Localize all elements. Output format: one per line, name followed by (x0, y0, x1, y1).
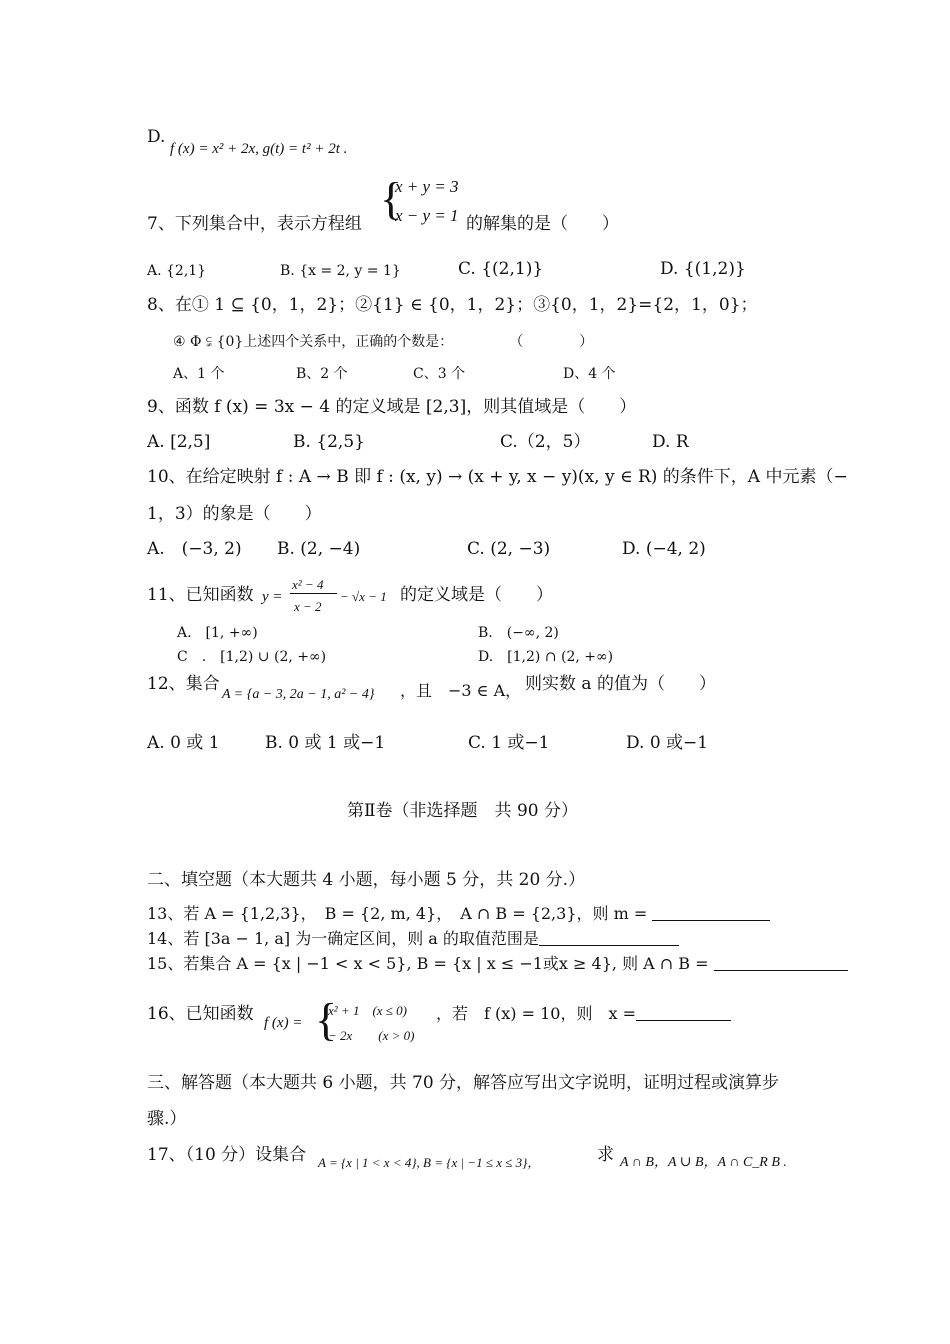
q9-option-a: A. [2,5] (147, 432, 211, 452)
q12-option-c: C. 1 或−1 (468, 733, 550, 753)
q12-stem: 12、集合 (147, 674, 220, 694)
q8-option-b: B、2 个 (296, 366, 348, 382)
q16-condition: ，若 f (x) = 10，则 x = (436, 1003, 731, 1025)
q8-option-c: C、3 个 (413, 366, 466, 382)
q7-stem: 7、下列集合中，表示方程组 (147, 214, 362, 234)
q9-option-d: D. R (652, 432, 689, 452)
q12-option-b: B. 0 或 1 或−1 (265, 733, 386, 753)
q17-stem: 17、（10 分）设集合 (147, 1145, 307, 1165)
q15-answer-blank[interactable] (714, 954, 848, 971)
q9-stem: 9、函数 f (x) = 3x − 4 的定义域是 [2,3]，则其值域是（ ） (147, 397, 637, 417)
q11-option-c: C . [1,2) ∪ (2, +∞) (177, 649, 327, 665)
q13: 13、若 A = {1,2,3}， B = {2, m, 4}， A ∩ B = {2,3}，则 m = (147, 903, 770, 925)
q7-equation-1: x + y = 3 (395, 177, 459, 196)
q14: 14、若 [3a − 1, a] 为一确定区间，则 a 的取值范围是 (147, 928, 679, 950)
q13-answer-blank[interactable] (652, 904, 770, 921)
q7-option-d: D. {(1,2)} (660, 259, 746, 279)
section-title: 第Ⅱ卷（非选择题 共 90 分） (347, 801, 578, 821)
q14-answer-blank[interactable] (539, 929, 679, 946)
q12-set: A = {a − 3, 2a − 1, a² − 4} (222, 687, 375, 702)
q11-numerator: x² − 4 (292, 577, 324, 592)
q7-option-c: C. {(2,1)} (458, 259, 544, 279)
fraction-bar (290, 593, 337, 594)
q7-option-a: A. {2,1} (147, 263, 207, 279)
q10-option-c: C. (2, −3) (467, 539, 551, 559)
q6-option-d-formula: f (x) = x² + 2x, g(t) = t² + 2t . (170, 141, 348, 157)
q11-denominator: x − 2 (294, 599, 322, 614)
part3-heading-line-2: 骤.） (147, 1109, 187, 1129)
q12-option-a: A. 0 或 1 (147, 733, 220, 753)
q16-answer-blank[interactable] (636, 1004, 731, 1021)
q7-stem-after: 的解集的是（ ） (466, 214, 619, 234)
q17-sets: A = {x | 1 < x < 4}, B = {x | −1 ≤ x ≤ 3}， (318, 1155, 541, 1170)
q15: 15、若集合 A = {x | −1 < x < 5}, B = {x | x ≤ −1或x ≥ 4}, 则 A ∩ B = (147, 953, 848, 975)
q7-equation-2: x − y = 1 (395, 206, 459, 225)
q7-option-b: B. {x = 2, y = 1} (280, 263, 401, 279)
q17-targets: A ∩ B，A ∪ B，A ∩ C_R B . (620, 1155, 787, 1170)
q10-option-d: D. (−4, 2) (622, 539, 706, 559)
q11-stem: 11、已知函数 (147, 585, 254, 605)
q12-tail: 则实数 a 的值为（ ） (525, 674, 716, 694)
part3-heading-line-1: 三、解答题（本大题共 6 小题，共 70 分，解答应写出文字说明，证明过程或演算步 (147, 1073, 780, 1093)
q11-sqrt-term: − √x − 1 (340, 589, 387, 604)
system-brace: { (380, 173, 403, 224)
q16-case-2: − 2x (x > 0) (328, 1028, 415, 1043)
piecewise-brace: { (315, 994, 338, 1045)
q17-ask: 求 (597, 1145, 614, 1165)
q10-line-2: 1，3）的象是（ ） (147, 504, 322, 524)
q9-option-c: C.（2，5） (500, 432, 591, 452)
q16-stem: 16、已知函数 (147, 1004, 254, 1024)
q8-option-d: D、4 个 (563, 366, 616, 382)
q11-option-b: B. (−∞, 2) (478, 625, 559, 641)
part2-heading: 二、填空题（本大题共 4 小题，每小题 5 分，共 20 分.） (147, 870, 586, 890)
q11-option-a: A. [1, +∞) (177, 625, 258, 641)
q12-option-d: D. 0 或−1 (626, 733, 709, 753)
q8-line-1: 8、在① 1 ⊆ {0，1，2}；②{1} ∈ {0，1，2}；③{0，1，2}={2，1，0}； (147, 295, 758, 315)
q12-condition: ，且 −3 ∈ A， (400, 681, 522, 700)
q11-stem-after: 的定义域是（ ） (400, 585, 553, 605)
q6-option-d-label: D. (147, 127, 166, 147)
q10-line-1: 10、在给定映射 f : A → B 即 f : (x, y) → (x + y, x − y)(x, y ∈ R) 的条件下，A 中元素（− (147, 467, 848, 487)
q8-option-a: A、1 个 (173, 366, 225, 382)
q11-option-d: D. [1,2) ∩ (2, +∞) (478, 649, 614, 665)
q16-fx: f (x) = (264, 1015, 303, 1031)
q9-option-b: B. {2,5} (293, 432, 365, 452)
q11-y: y = (262, 589, 283, 605)
q10-option-a: A. (−3, 2) (147, 539, 242, 559)
q10-option-b: B. (2, −4) (277, 539, 361, 559)
q8-line-2: ④ Φ ⫋ {0}上述四个关系中，正确的个数是： （ ） (173, 334, 594, 350)
q16-case-1: x² + 1 (x ≤ 0) (328, 1003, 408, 1018)
